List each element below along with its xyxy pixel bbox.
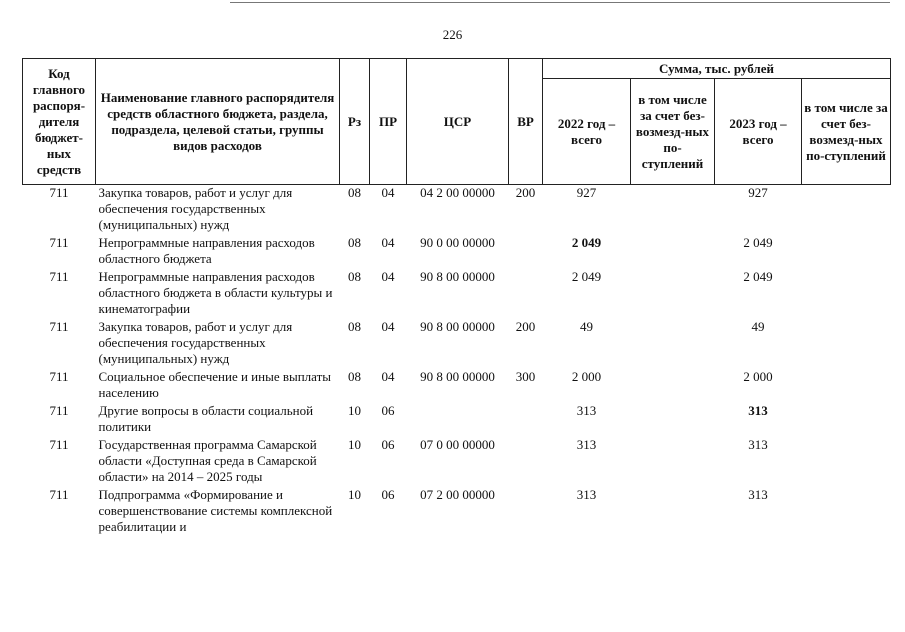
cell-2022-total: 313 xyxy=(576,437,597,452)
cell-vr xyxy=(509,403,543,437)
cell-2022-receipts xyxy=(631,235,715,269)
cell-pr: 04 xyxy=(381,269,395,284)
cell-2023-total: 2 000 xyxy=(743,369,773,384)
cell-name: Непрограммные направления расходов областного бюджета в области культуры и кинематографии xyxy=(98,269,333,316)
cell-pr: 06 xyxy=(381,403,395,418)
table-row xyxy=(23,319,891,369)
cell-2023-receipts xyxy=(802,437,891,487)
cell-2022-total: 2 049 xyxy=(571,235,602,250)
cell-2023-receipts xyxy=(802,369,891,403)
cell-name: Социальное обеспечение и иные выплаты населению xyxy=(98,369,332,400)
cell-name: Другие вопросы в области социальной политики xyxy=(98,403,314,434)
cell-rz: 08 xyxy=(348,269,361,284)
header-2023-total: 2023 год – всего xyxy=(715,79,802,185)
cell-pr: 04 xyxy=(381,369,395,384)
cell-name: Государственная программа Самарской области «Доступная среда в Самарской области» на 2014 – 2025 годы xyxy=(98,437,317,484)
cell-2022-total: 2 000 xyxy=(571,369,602,384)
cell-2022-receipts xyxy=(631,403,715,437)
cell-vr xyxy=(509,437,543,487)
cell-2023-receipts xyxy=(802,319,891,369)
cell-vr xyxy=(509,487,543,537)
cell-csr xyxy=(407,403,509,437)
cell-code: 711 xyxy=(49,487,69,502)
cell-csr: 90 8 00 00000 xyxy=(420,269,495,284)
cell-2022-receipts xyxy=(631,269,715,319)
cell-vr: 200 xyxy=(515,319,536,334)
cell-2023-receipts xyxy=(802,403,891,437)
cell-2023-total: 49 xyxy=(751,319,765,334)
header-code: Код главного распоря-дителя бюджет-ных средств xyxy=(23,59,96,185)
cell-pr: 04 xyxy=(381,319,395,334)
cell-name: Закупка товаров, работ и услуг для обеспечения государственных (муниципальных) нужд xyxy=(98,319,293,366)
header-csr: ЦСР xyxy=(407,59,509,185)
cell-2022-receipts xyxy=(631,185,715,236)
cell-2023-receipts xyxy=(802,487,891,537)
cell-pr: 04 xyxy=(381,235,395,250)
cell-vr: 200 xyxy=(515,185,536,200)
cell-csr: 07 2 00 00000 xyxy=(420,487,495,502)
cell-rz: 08 xyxy=(348,319,361,334)
table-row xyxy=(23,369,891,403)
cell-2022-receipts xyxy=(631,437,715,487)
cell-pr: 06 xyxy=(381,487,395,502)
cell-code: 711 xyxy=(49,369,69,384)
table-row xyxy=(23,185,891,236)
cell-code: 711 xyxy=(49,403,69,418)
cell-csr: 07 0 00 00000 xyxy=(420,437,495,452)
cell-2023-total: 2 049 xyxy=(743,269,773,284)
cell-2022-receipts xyxy=(631,319,715,369)
cell-2023-receipts xyxy=(802,269,891,319)
cell-2022-receipts xyxy=(631,487,715,537)
cell-2022-total: 313 xyxy=(576,487,597,502)
cell-pr: 06 xyxy=(381,437,395,452)
cell-name: Закупка товаров, работ и услуг для обеспечения государственных (муниципальных) нужд xyxy=(98,185,293,232)
cell-2023-total: 313 xyxy=(748,487,768,502)
cell-rz: 10 xyxy=(348,437,361,452)
cell-csr: 90 0 00 00000 xyxy=(420,235,495,250)
cell-pr: 04 xyxy=(381,185,395,200)
cell-csr: 90 8 00 00000 xyxy=(420,369,495,384)
header-2022-receipts: в том числе за счет без-возмезд-ных по-ступлений xyxy=(631,79,715,185)
cell-2022-total: 313 xyxy=(576,403,597,418)
table-header xyxy=(23,59,891,185)
header-name: Наименование главного распорядителя средств областного бюджета, раздела, подраздела, целевой статьи, группы видов расходов xyxy=(96,59,340,185)
cell-name: Непрограммные направления расходов областного бюджета xyxy=(98,235,315,266)
header-rz: Рз xyxy=(340,59,370,185)
cell-code: 711 xyxy=(49,437,69,452)
cell-2022-receipts xyxy=(631,369,715,403)
table-body xyxy=(23,185,891,538)
header-2023-receipts: в том числе за счет без-возмезд-ных по-ступлений xyxy=(802,79,891,185)
cell-csr: 90 8 00 00000 xyxy=(420,319,495,334)
table-row xyxy=(23,437,891,487)
cell-code: 711 xyxy=(49,319,69,334)
header-vr: ВР xyxy=(509,59,543,185)
table-row xyxy=(23,235,891,269)
cell-rz: 08 xyxy=(348,185,361,200)
cell-2023-receipts xyxy=(802,185,891,236)
cell-2023-receipts xyxy=(802,235,891,269)
cell-2022-total: 49 xyxy=(580,319,593,334)
table-row xyxy=(23,487,891,537)
cell-code: 711 xyxy=(49,235,69,250)
cell-name: Подпрограмма «Формирование и совершенствование системы комплексной реабилитации и xyxy=(98,487,333,534)
cell-2023-total: 313 xyxy=(748,403,768,418)
header-pr: ПР xyxy=(370,59,407,185)
cell-2022-total: 927 xyxy=(576,185,597,200)
cell-vr: 300 xyxy=(515,369,536,384)
cell-rz: 10 xyxy=(348,487,361,502)
cell-code: 711 xyxy=(49,269,69,284)
cell-2022-total: 2 049 xyxy=(571,269,602,284)
cell-2023-total: 2 049 xyxy=(743,235,773,250)
top-rule xyxy=(230,2,890,3)
cell-code: 711 xyxy=(49,185,69,200)
budget-table xyxy=(22,58,891,537)
cell-rz: 10 xyxy=(348,403,361,418)
page-number: 226 xyxy=(442,27,463,42)
table-row xyxy=(23,269,891,319)
cell-vr xyxy=(509,235,543,269)
header-2022-total: 2022 год – всего xyxy=(543,79,631,185)
cell-2023-total: 313 xyxy=(748,437,768,452)
cell-rz: 08 xyxy=(348,235,361,250)
header-sum: Сумма, тыс. рублей xyxy=(543,59,891,79)
cell-csr: 04 2 00 00000 xyxy=(420,185,495,200)
table-row xyxy=(23,403,891,437)
cell-2023-total: 927 xyxy=(748,185,768,200)
cell-vr xyxy=(509,269,543,319)
cell-rz: 08 xyxy=(348,369,361,384)
